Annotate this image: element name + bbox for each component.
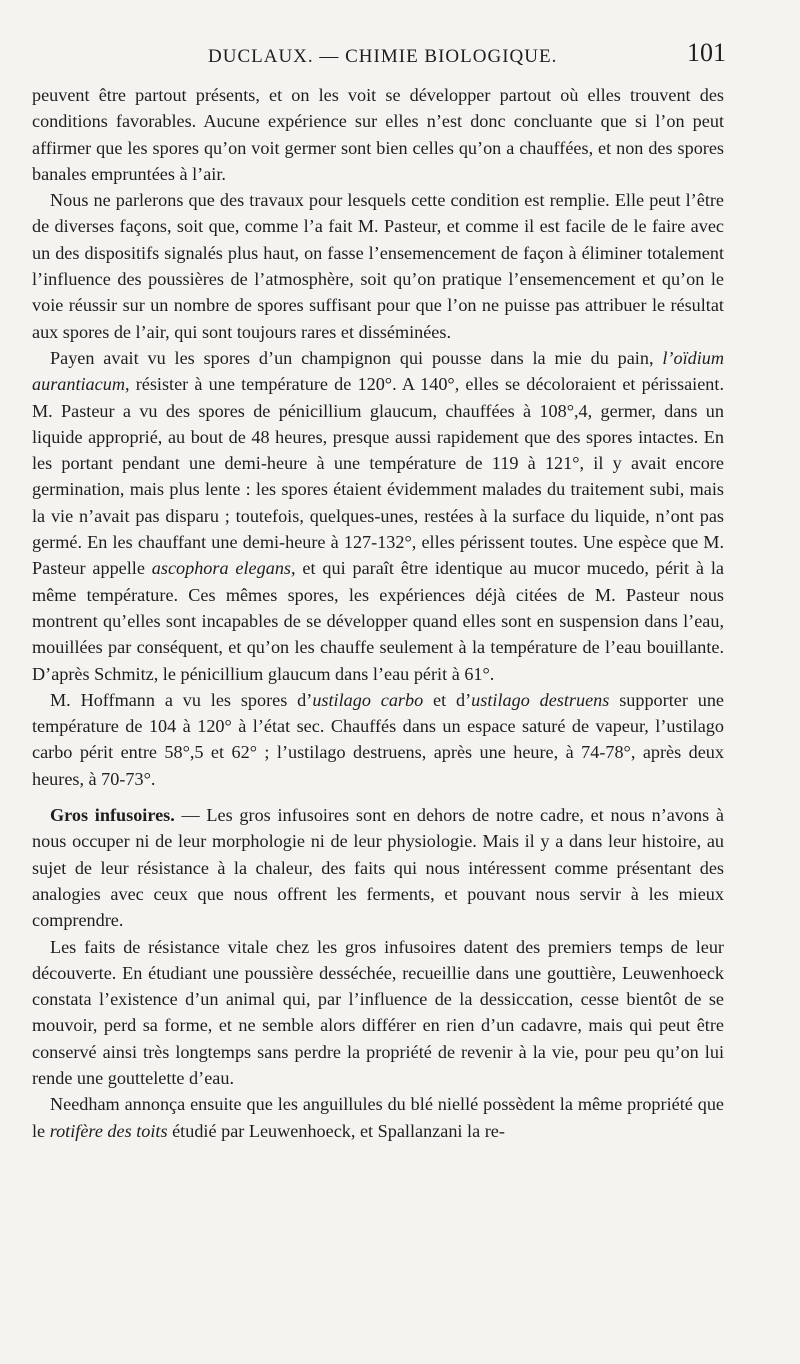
paragraph-text: M. Hoffmann a vu les spores d’ bbox=[50, 689, 313, 710]
species-name: rotifère des toits bbox=[49, 1120, 168, 1141]
page bbox=[32, 38, 724, 1144]
section-title: Gros infusoires. bbox=[50, 805, 175, 826]
paragraph-text: étudié par Leuwenhoeck, et Spallanzani la re- bbox=[167, 1120, 505, 1141]
paragraph-text: Needham annonça ensuite que les anguillules du blé niellé possèdent la même propriété que le bbox=[32, 1094, 724, 1141]
body-text bbox=[32, 82, 724, 1144]
paragraph: Les faits de résistance vitale chez les gros infusoires datent des premiers temps de leur découverte. En étudiant une poussière desséchée, recueillie dans une gouttière, Leuwenhoeck constata l’existence d’un animal qui, par l’influence de la dessiccation, cesse bientôt de se mouvoir, perd sa forme, et ne semble alors différer en rien d’un cadavre, mais qui peut être conservé ainsi très longtemps sans perdre la propriété de revenir à la vie, pour peu qu’on lui rende une gouttelette d’eau. bbox=[32, 936, 724, 1088]
paragraph bbox=[32, 345, 724, 687]
species-name: ustilago carbo bbox=[312, 689, 424, 710]
paragraph-text: supporter une température de 104 à 120° à l’état sec. Chauffés dans un espace saturé de vapeur, l’ustilago carbo périt entre 58°,5 et 62° ; l’ustilago destruens, après une heure, à 74-78°, après deux heures, à 70-73°. bbox=[32, 689, 724, 789]
species-name: l’oïdium aurantiacum bbox=[32, 347, 724, 395]
paragraph: Nous ne parlerons que des travaux pour lesquels cette condition est remplie. Elle peut l’être de diverses façons, soit que, comme l’a fait M. Pasteur, et comme il est facile de le faire avec un des dispositifs signalés plus haut, on fasse l’ensemencement de façon à éliminer totalement l’influence des poussières de l’atmosphère, soit qu’on pratique l’ensemencement et qu’on le voie réussir sur un nombre de spores suffisant pour que l’on ne puisse pas attribuer le résultat aux spores de l’air, qui sont toujours rares et disséminées. bbox=[32, 190, 724, 342]
running-header bbox=[32, 38, 724, 74]
species-name: ustilago destruens bbox=[471, 689, 610, 710]
paragraph: peuvent être partout présents, et on les voit se développer partout où elles trouvent des conditions favorables. Aucune expérience sur elles n’est donc concluante que si l’on peut affirmer que les spores qu’on voit germer sont bien celles qu’on a chauffées, et non des spores banales empruntées à l’air. bbox=[32, 85, 724, 184]
paragraph-text: , résister à une température de 120°. A 140°, elles se décoloraient et périssaient. M. Pasteur a vu des spores de pénicillium glaucum, chauffées à 108°,4, germer, dans un liquide approprié, au bout de 48 heures, presque aussi rapidement que des spores intactes. En les portant pendant une demi-heure à une température de 119 à 121°, il y avait encore germination, mais plus lente : les spores étaient évidemment malades du traitement subi, mais la vie n’avait pas disparu ; toutefois, quelques-unes, restées à la surface du liquide, n’ont pas germé. En les chauffant une demi-heure à 127-132°, elles périssent toutes. Une espèce que M. Pasteur appelle bbox=[32, 374, 724, 579]
paragraph-text: — Les gros infusoires sont en dehors de notre cadre, et nous n’avons à nous occuper ni de leur morphologie ni de leur physiologie. Mais il y a dans leur histoire, au sujet de leur résistance à la chaleur, des faits qui nous intéressent comme présentant des analogies avec ceux que nous offrent les ferments, et pouvant nous servir à les mieux comprendre. bbox=[32, 805, 724, 931]
paragraph-text: Payen avait vu les spores d’un champignon qui pousse dans la mie du pain, bbox=[50, 347, 663, 368]
running-title: DUCLAUX. — CHIMIE BIOLOGIQUE. bbox=[208, 46, 558, 67]
paragraph-text: et d’ bbox=[423, 689, 472, 710]
paragraph bbox=[32, 687, 724, 792]
paragraph bbox=[32, 802, 724, 933]
page-number: 101 bbox=[687, 38, 726, 67]
species-name: ascophora elegans bbox=[151, 558, 291, 579]
paragraph bbox=[32, 1091, 724, 1144]
paragraph-text: , et qui paraît être identique au mucor mucedo, périt à la même température. Ces mêmes spores, les expériences déjà citées de M. Pasteur nous montrent qu’elles sont incapables de se développer quand elles sont en suspension dans l’eau, mouillées par conséquent, et qu’on les chauffe seulement à la température de l’eau bouillante. D’après Schmitz, le pénicillium glaucum dans l’eau périt à 61°. bbox=[32, 558, 724, 684]
